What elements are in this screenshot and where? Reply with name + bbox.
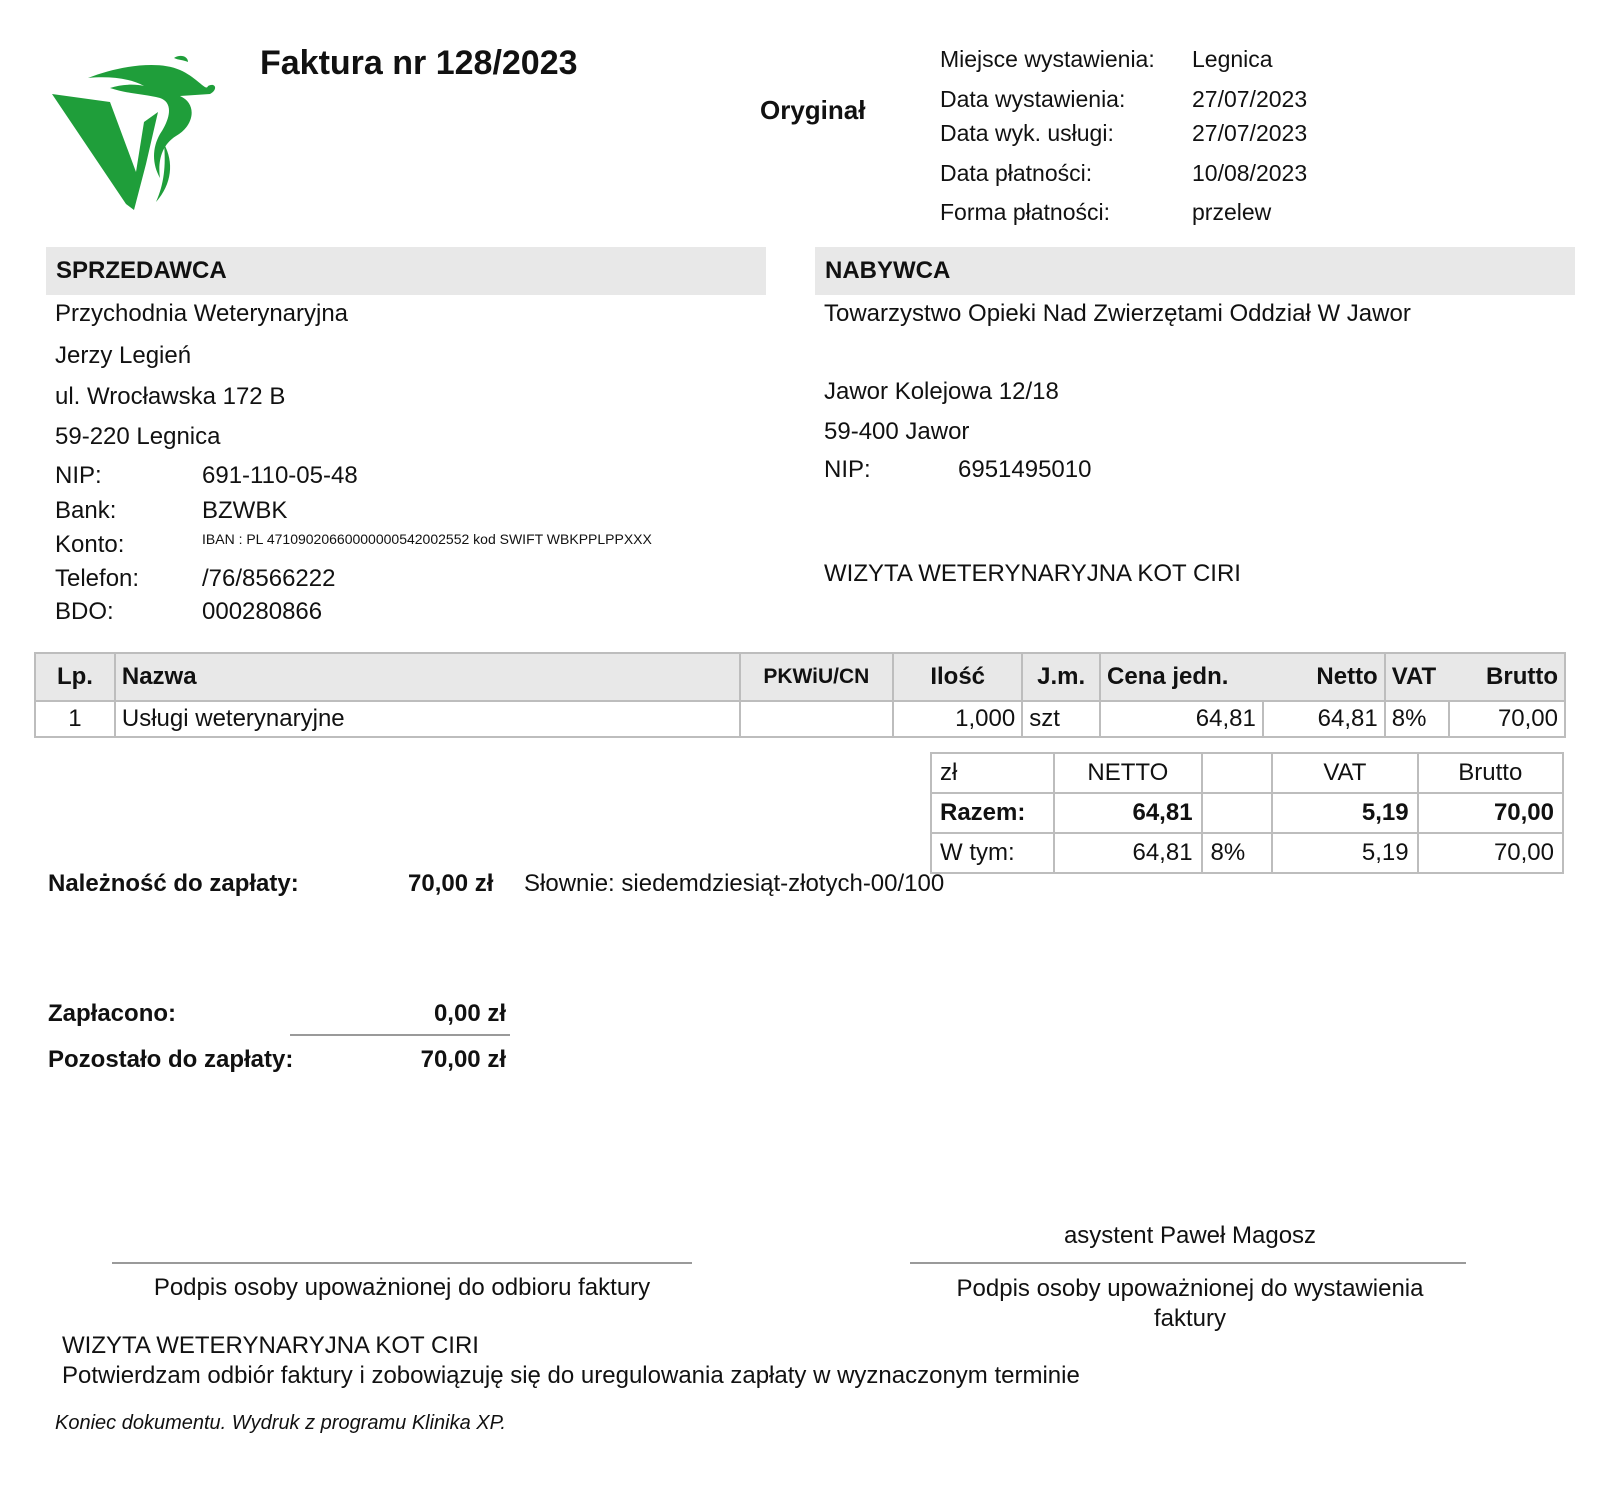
summary-total-brutto: 70,00 xyxy=(1418,793,1563,833)
copy-label: Oryginał xyxy=(760,95,866,125)
seller-bdo-label: BDO: xyxy=(55,598,114,625)
summary-netto-header: NETTO xyxy=(1054,753,1201,793)
footer-end: Koniec dokumentu. Wydruk z programu Klinika XP. xyxy=(55,1412,506,1434)
summary-total-rate xyxy=(1202,793,1273,833)
col-header-qty: Ilość xyxy=(893,653,1022,701)
meta-value-place: Legnica xyxy=(1192,46,1273,72)
amount-due-label: Należność do zapłaty: xyxy=(48,870,299,897)
meta-value-payment-date: 10/08/2023 xyxy=(1192,160,1308,186)
summary-total-netto: 64,81 xyxy=(1054,793,1201,833)
meta-label-service-date: Data wyk. usługi: xyxy=(940,120,1114,146)
receiver-signature-label: Podpis osoby upoważnionej do odbioru faktury xyxy=(153,1274,651,1301)
seller-account-value: IBAN : PL 47109020660000000542002552 kod SWIFT WBKPPLPPXXX xyxy=(202,531,652,547)
footer-note: WIZYTA WETERYNARYJNA KOT CIRI xyxy=(62,1332,479,1359)
summary-currency: zł xyxy=(931,753,1054,793)
seller-phone-label: Telefon: xyxy=(55,565,140,592)
receiver-signature-line xyxy=(112,1262,692,1264)
table-row xyxy=(35,701,1565,737)
col-header-gross: Brutto xyxy=(1449,653,1565,701)
buyer-heading: NABYWCA xyxy=(815,247,1575,295)
buyer-address: Jawor Kolejowa 12/18 xyxy=(824,378,1059,405)
meta-value-service-date: 27/07/2023 xyxy=(1192,120,1308,146)
summary-rate-header xyxy=(1202,753,1273,793)
buyer-nip-value: 6951495010 xyxy=(958,456,1092,483)
invoice-title: Faktura nr 128/2023 xyxy=(260,44,578,82)
seller-nip-value: 691-110-05-48 xyxy=(202,462,358,489)
col-header-vat: VAT xyxy=(1385,653,1450,701)
summary-vat-header: VAT xyxy=(1272,753,1417,793)
meta-value-issue-date: 27/07/2023 xyxy=(1192,86,1308,112)
issuer-signature-line xyxy=(910,1262,1466,1264)
remaining-value: 70,00 zł xyxy=(420,1046,506,1073)
cell-net: 64,81 xyxy=(1263,701,1385,737)
items-table xyxy=(34,652,1566,738)
seller-line: Przychodnia Weterynaryjna xyxy=(55,300,349,327)
seller-bdo-value: 000280866 xyxy=(202,598,323,625)
cell-qty: 1,000 xyxy=(893,701,1022,737)
summary-table xyxy=(930,752,1564,874)
summary-breakdown-vat: 5,19 xyxy=(1272,833,1417,873)
cell-unit: szt xyxy=(1022,701,1100,737)
summary-breakdown-label: W tym: xyxy=(931,833,1054,873)
summary-total-vat: 5,19 xyxy=(1272,793,1417,833)
paid-value: 0,00 zł xyxy=(433,1000,506,1027)
buyer-name: Towarzystwo Opieki Nad Zwierzętami Oddział W Jawor xyxy=(824,300,1411,327)
seller-nip-label: NIP: xyxy=(55,462,102,489)
clinic-logo-icon xyxy=(48,52,220,214)
paid-divider xyxy=(290,1034,510,1036)
meta-value-payment-form: przelew xyxy=(1192,199,1272,225)
amount-in-words: Słownie: siedemdziesiąt-złotych-00/100 xyxy=(524,870,945,897)
summary-breakdown-brutto: 70,00 xyxy=(1418,833,1563,873)
amount-due-value: 70,00 zł xyxy=(408,870,494,897)
paid-label: Zapłacono: xyxy=(48,1000,177,1027)
summary-breakdown-rate: 8% xyxy=(1202,833,1273,873)
meta-label-place: Miejsce wystawienia: xyxy=(940,46,1155,72)
buyer-postal: 59-400 Jawor xyxy=(824,418,970,445)
summary-breakdown-netto: 64,81 xyxy=(1054,833,1201,873)
cell-lp: 1 xyxy=(35,701,115,737)
seller-bank-value: BZWBK xyxy=(202,497,288,524)
buyer-nip-label: NIP: xyxy=(824,456,871,483)
remaining-label: Pozostało do zapłaty: xyxy=(48,1046,294,1073)
seller-phone-value: /76/8566222 xyxy=(202,565,336,592)
col-header-unit-price: Cena jedn. xyxy=(1100,653,1263,701)
issuer-signature-label: Podpis osoby upoważnionej do wystawienia faktury xyxy=(956,1275,1424,1332)
col-header-unit: J.m. xyxy=(1022,653,1100,701)
meta-label-payment-form: Forma płatności: xyxy=(940,199,1111,225)
seller-bank-label: Bank: xyxy=(55,497,117,524)
seller-line: 59-220 Legnica xyxy=(55,423,221,450)
seller-account-label: Konto: xyxy=(55,531,125,558)
cell-vat-rate: 8% xyxy=(1385,701,1450,737)
seller-line: ul. Wrocławska 172 B xyxy=(55,383,286,410)
seller-heading: SPRZEDAWCA xyxy=(46,247,766,295)
col-header-net: Netto xyxy=(1263,653,1385,701)
summary-total-label: Razem: xyxy=(931,793,1054,833)
meta-label-payment-date: Data płatności: xyxy=(940,160,1093,186)
col-header-name: Nazwa xyxy=(115,653,740,701)
col-header-lp: Lp. xyxy=(35,653,115,701)
col-header-pkwiu: PKWiU/CN xyxy=(740,653,894,701)
seller-line: Jerzy Legień xyxy=(55,342,192,369)
issuer-name: asystent Paweł Magosz xyxy=(1063,1222,1317,1249)
cell-gross: 70,00 xyxy=(1449,701,1565,737)
footer-confirmation: Potwierdzam odbiór faktury i zobowiązuję się do uregulowania zapłaty w wyznaczonym terminie xyxy=(62,1362,1080,1389)
buyer-note: WIZYTA WETERYNARYJNA KOT CIRI xyxy=(824,560,1241,587)
cell-pkwiu xyxy=(740,701,894,737)
summary-brutto-header: Brutto xyxy=(1418,753,1563,793)
cell-name: Usługi weterynaryjne xyxy=(115,701,740,737)
cell-unit-price: 64,81 xyxy=(1100,701,1263,737)
meta-label-issue-date: Data wystawienia: xyxy=(940,86,1126,112)
